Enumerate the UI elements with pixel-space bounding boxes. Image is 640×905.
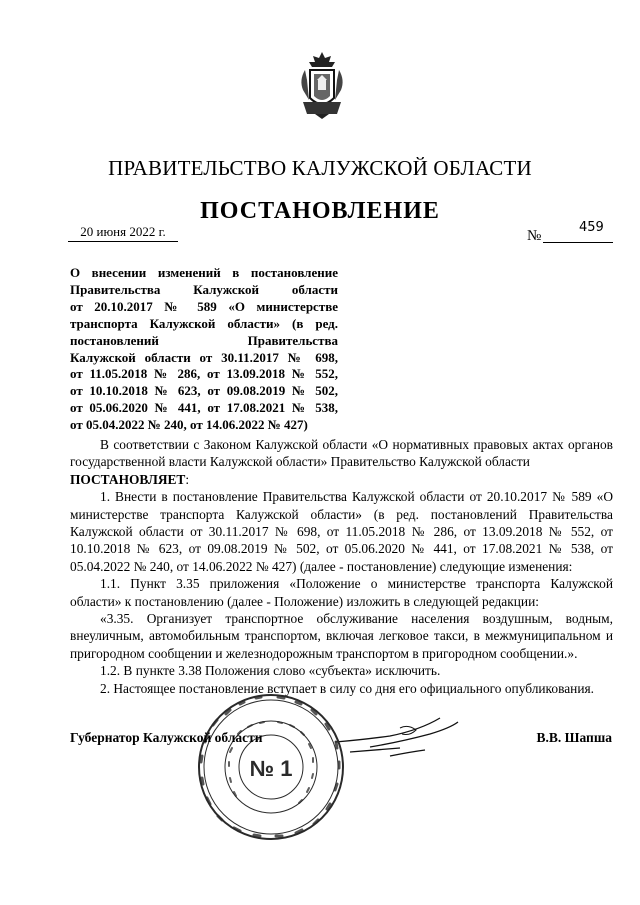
document-number: 459 bbox=[579, 220, 604, 235]
resolves-colon: : bbox=[185, 471, 190, 487]
subject-line: Калужской области от 30.11.2017 № 698, bbox=[70, 349, 338, 365]
resolves-line bbox=[70, 471, 613, 488]
signatory-position: Губернатор Калужской области bbox=[70, 730, 263, 745]
official-seal bbox=[196, 692, 346, 842]
paragraph-1-1-quote: «3.35. Организует транспортное обслуживание населения воздушным, водным, внеуличным, автомобильным транспортом, включая легковое такси, в межмуниципальном и пригородном сообщении и железнодорожным транспортом в пригородном сообщении.». bbox=[70, 611, 613, 661]
subject-line: постановлений Правительства bbox=[70, 332, 338, 348]
seal-number: № 1 bbox=[249, 756, 293, 781]
handwritten-signature bbox=[330, 712, 480, 762]
subject-line: транспорта Калужской области» (в ред. bbox=[70, 315, 338, 331]
signatory-name: В.В. Шапша bbox=[536, 730, 612, 745]
resolves-word: ПОСТАНОВЛЯЕТ bbox=[70, 471, 186, 487]
organization-title: ПРАВИТЕЛЬСТВО КАЛУЖСКОЙ ОБЛАСТИ bbox=[108, 156, 532, 180]
paragraph-2: 2. Настоящее постановление вступает в силу со дня его официального опубликования. bbox=[100, 680, 594, 696]
document-body bbox=[70, 436, 613, 697]
number-underline bbox=[543, 242, 613, 243]
subject-line: от 11.05.2018 № 286, от 13.09.2018 № 552, bbox=[70, 366, 338, 382]
document-date: 20 июня 2022 г. bbox=[68, 224, 178, 242]
subject-line: О внесении изменений в постановление bbox=[70, 265, 338, 280]
preamble-paragraph: В соответствии с Законом Калужской области «О нормативных правовых актах органов государственной власти Калужской области» Правительство Калужской области bbox=[70, 437, 613, 470]
paragraph-1-2: 1.2. В пункте 3.38 Положения слово «субъекта» исключить. bbox=[100, 663, 441, 679]
number-sign: № bbox=[527, 228, 542, 244]
subject-line: Правительства Калужской области bbox=[70, 281, 338, 297]
subject-line: от 05.06.2020 № 441, от 17.08.2021 № 538, bbox=[70, 400, 338, 416]
subject-block bbox=[70, 265, 338, 434]
coat-of-arms-emblem bbox=[297, 50, 347, 120]
document-number-field bbox=[527, 222, 615, 244]
paragraph-1: 1. Внести в постановление Правительства Калужской области от 20.10.2017 № 589 «О министерстве транспорта Калужской области» (в ред. постановлений Правительства Калужской области от 30.11.2017 № 698, от 11.05.2018 № 286, от 13.09.2018 № 552, от 10.10.2018 № 623, от 09.08.2019 № 502, от 05.06.2020 № 441, от 17.08.2021 № 538, от 05.04.2022 № 240, от 14.06.2022 № 427) (далее - постановление) следующие изменения: bbox=[70, 489, 613, 574]
subject-line: от 10.10.2018 № 623, от 09.08.2019 № 502, bbox=[70, 383, 338, 399]
document-type-title: ПОСТАНОВЛЕНИЕ bbox=[200, 198, 440, 224]
subject-line: от 05.04.2022 № 240, от 14.06.2022 № 427) bbox=[70, 417, 308, 433]
subject-line: от 20.10.2017 № 589 «О министерстве bbox=[70, 298, 338, 314]
paragraph-1-1: 1.1. Пункт 3.35 приложения «Положение о министерстве транспорта Калужской области» к постановлению (далее - Положение) изложить в следующей редакции: bbox=[70, 576, 613, 609]
